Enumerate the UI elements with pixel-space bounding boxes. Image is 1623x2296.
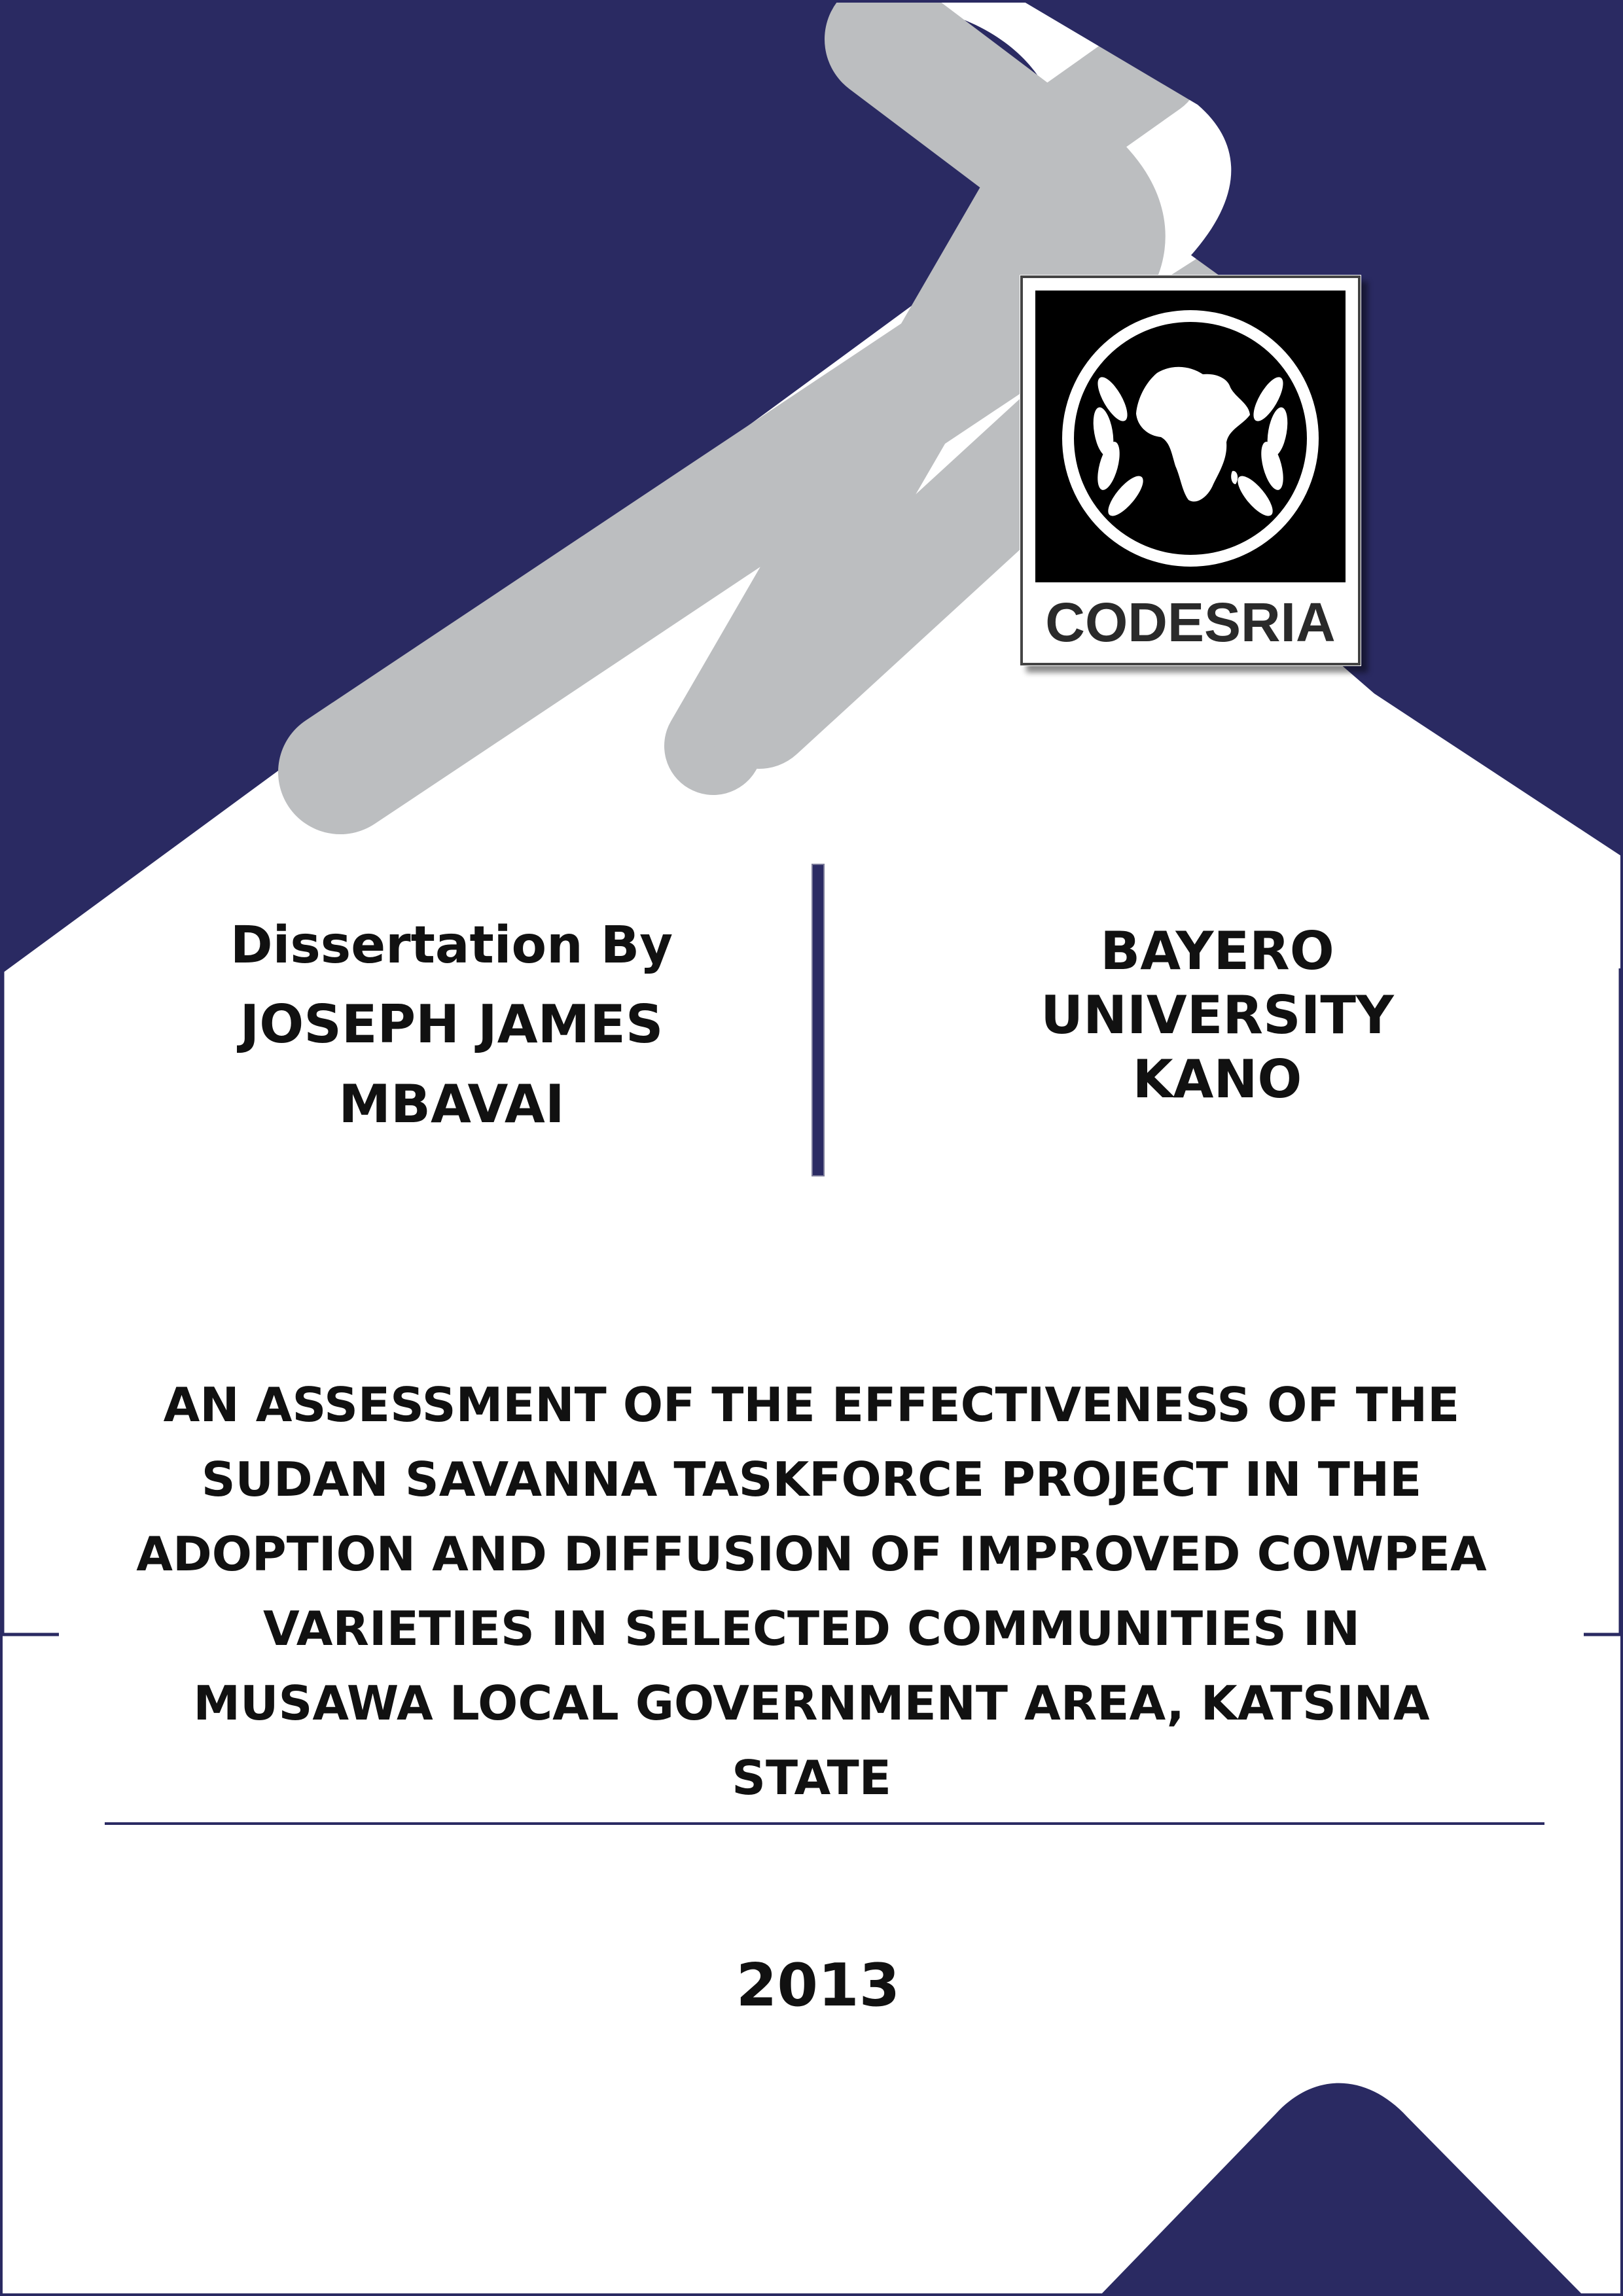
institution-line3: KANO [1132,1049,1302,1110]
institution-block [923,919,1512,1112]
logo-wordmark: CODESRIA [1045,592,1336,653]
title-underline-rule [105,1822,1544,1825]
author-name-line2: MBAVAI [338,1074,565,1135]
title-line: VARIETIES IN SELECTED COMMUNITIES IN [262,1601,1361,1656]
title-line: MUSAWA LOCAL GOVERNMENT AREA, KATSINA [193,1676,1430,1731]
institution-line2: UNIVERSITY [1041,985,1394,1046]
publication-year: 2013 [736,1951,901,2020]
dissertation-by-label: Dissertation By [230,916,673,975]
author-block [157,906,746,1144]
title-line: STATE [732,1750,891,1805]
dissertation-title [98,1368,1525,1815]
codesria-logo [1020,275,1361,666]
title-line: SUDAN SAVANNA TASKFORCE PROJECT IN THE [201,1452,1422,1507]
institution-line1: BAYERO [1100,921,1334,981]
title-line: ADOPTION AND DIFFUSION OF IMPROVED COWPEA [136,1527,1487,1581]
navy-corner-bottom-right [1099,2083,1584,2296]
vertical-divider [812,864,825,1176]
title-line: AN ASSESSMENT OF THE EFFECTIVENESS OF THE [163,1377,1460,1432]
author-name-line1: JOSEPH JAMES [240,994,664,1055]
